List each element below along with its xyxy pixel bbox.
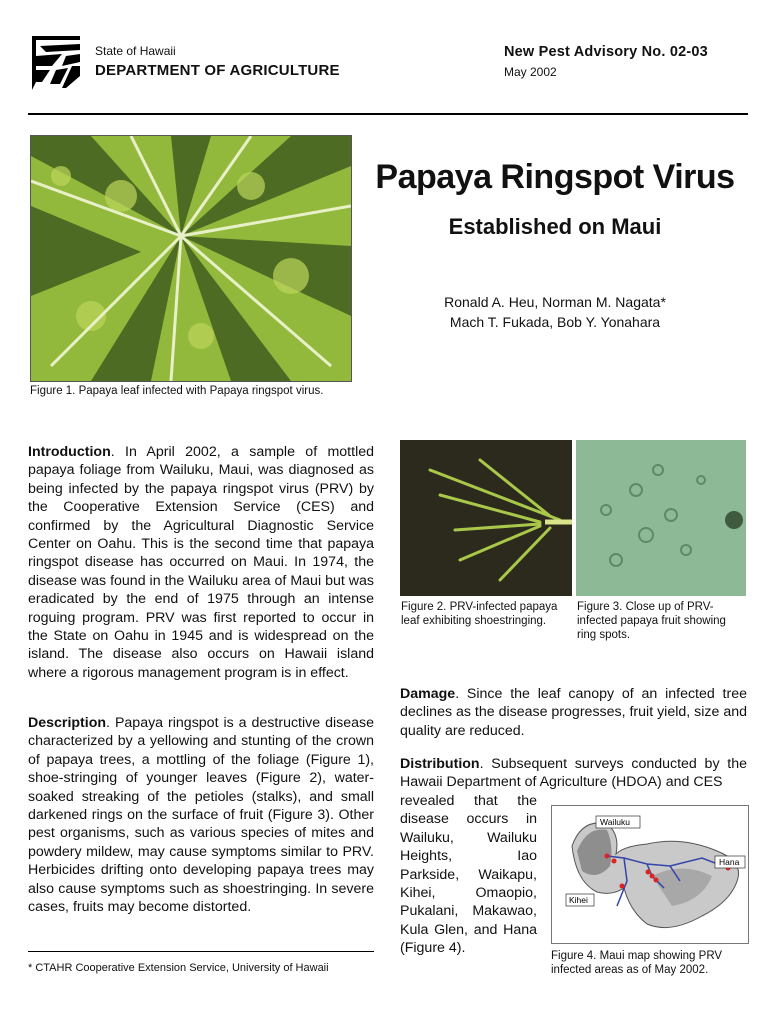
department-label: DEPARTMENT OF AGRICULTURE — [95, 62, 340, 79]
figure-2-caption: Figure 2. PRV-infected papaya leaf exhibiting shoestringing. — [401, 601, 558, 627]
damage-paragraph — [400, 685, 747, 740]
figure-1-caption: Figure 1. Papaya leaf infected with Papaya ringspot virus. — [30, 385, 324, 397]
header-rule — [28, 113, 748, 115]
advisory-date: May 2002 — [504, 65, 557, 79]
introduction-text: . In April 2002, a sample of mottled papaya foliage from Wailuku, Maui, was diagnosed as being infected by the papaya ringspot virus (PRV) by the Cooperative Extension Service (CES) and confirmed by the Agricultural Diagnostic Service Center on Oahu. This is the second time that papaya ringspot disease has occurred on Maui. In 1974, the disease was found in the Wailuku area of Maui but was eradicated by the end of 1975 through an intense roguing program. PRV was first reported to occur in the State on Oahu in 1945 and is widespread on the island. The disease also occurs on Hawaii island where a rigorous management program is in effect. — [28, 444, 374, 681]
description-paragraph — [28, 714, 374, 916]
state-label: State of Hawaii — [95, 44, 176, 58]
footnote-rule — [28, 951, 374, 952]
damage-heading: Damage — [400, 686, 456, 702]
figure-4-caption: Figure 4. Maui map showing PRV infected areas as of May 2002. — [551, 950, 723, 976]
distribution-paragraph-continued: revealed that the disease occurs in Wailuku, Wailuku Heights, Iao Parkside, Waikapu, Kihei, Omaopio, Pukalani, Makawao, Kula Glen, and Hana (Figure 4). — [400, 793, 537, 957]
damage-text: . Since the leaf canopy of an infected tree declines as the disease progresses, fruit yield, size and quality are reduced. — [400, 686, 747, 739]
authors-line-2: Mach T. Fukada, Bob Y. Yonahara — [449, 314, 661, 330]
description-heading: Description — [28, 715, 107, 731]
footnote: * CTAHR Cooperative Extension Service, University of Hawaii — [28, 962, 329, 974]
distribution-text: . Subsequent surveys conducted by the Hawaii Department of Agriculture (HDOA) and CES — [400, 756, 747, 791]
description-text: . Papaya ringspot is a destructive disease characterized by a yellowing and stunting of the crown of papaya trees, a mottling of the foliage (Figure 1), shoe-stringing of younger leaves (Figure 2), water-soaked streaking of the petioles (stalks), and small darkened rings on the surface of fruit (Figure 3). Other pest organisms, such as various species of mites and powdery mildew, may cause symptoms similar to PRV. Herbicides drifting onto developing papaya trees may also cause symptoms such as shoestringing. In severe cases, fruits may become distorted. — [28, 715, 374, 916]
figure-3-caption: Figure 3. Close up of PRV-infected papaya fruit showing ring spots. — [577, 601, 726, 641]
map-label-kihei: Kihei — [569, 895, 588, 905]
map-label-hana: Hana — [719, 857, 740, 867]
distribution-paragraph — [400, 755, 747, 792]
figure-1-photo — [30, 135, 352, 382]
distribution-heading: Distribution — [400, 756, 480, 772]
page-subtitle: Established on Maui — [448, 214, 662, 239]
map-label-wailuku: Wailuku — [600, 817, 630, 827]
introduction-heading: Introduction — [28, 444, 111, 460]
authors — [355, 292, 755, 332]
maui-map — [551, 805, 749, 944]
authors-line-1: Ronald A. Heu, Norman M. Nagata* — [444, 294, 666, 310]
figure-2-photo — [400, 440, 572, 596]
introduction-paragraph — [28, 443, 374, 682]
advisory-number: New Pest Advisory No. 02-03 — [504, 44, 708, 60]
figure-3-photo — [576, 440, 746, 596]
page-title: Papaya Ringspot Virus — [375, 158, 735, 196]
hdoa-logo-icon — [32, 36, 80, 90]
